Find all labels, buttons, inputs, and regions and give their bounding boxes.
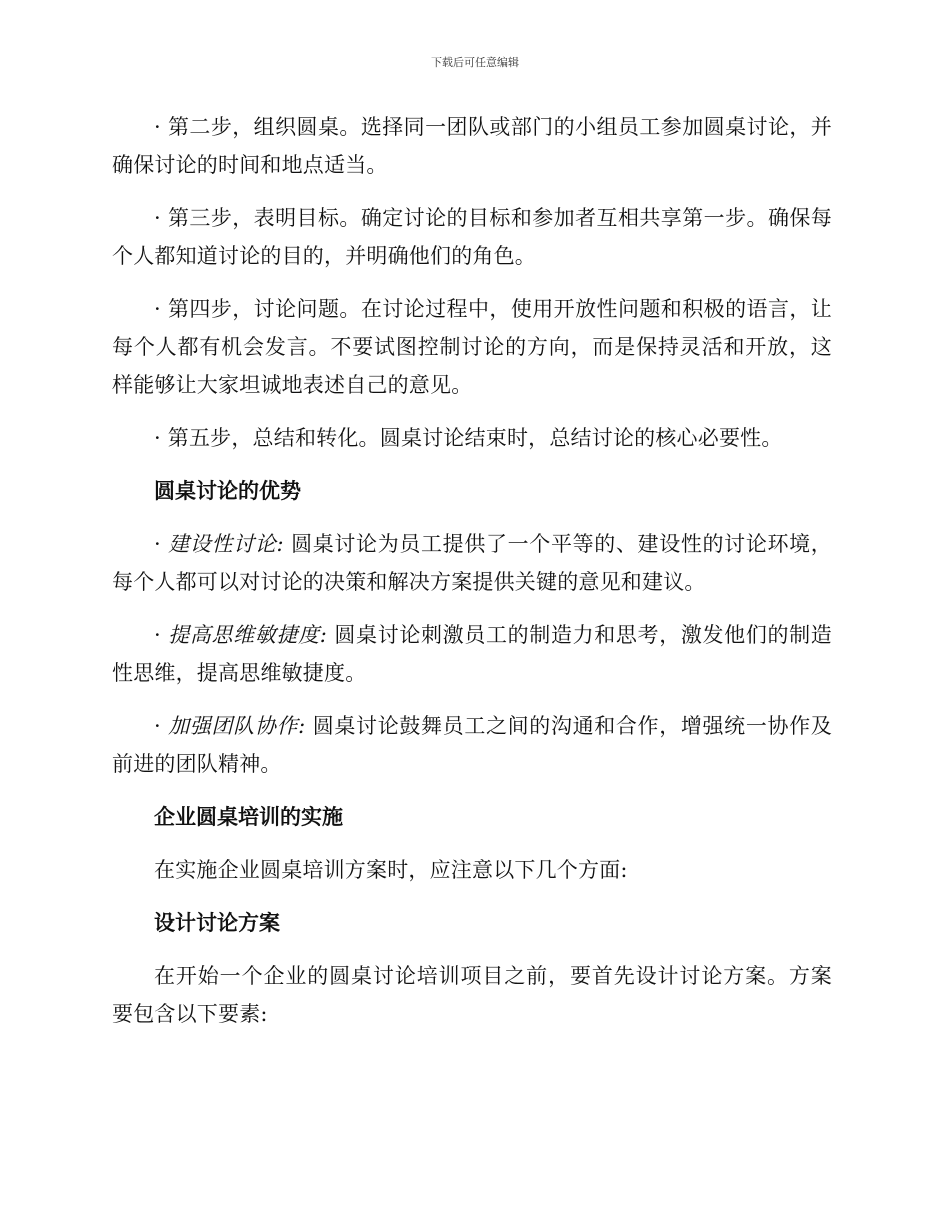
bullet: ·	[154, 623, 169, 647]
page-header: 下载后可任意编辑	[431, 56, 519, 69]
bullet: ·	[154, 714, 169, 738]
advantage-term: 提高思维敏捷度:	[168, 623, 328, 647]
design-heading: 设计讨论方案	[154, 911, 280, 935]
advantage-term: 建设性讨论:	[168, 532, 284, 556]
step-4-paragraph: · 第四步，讨论问题。在讨论过程中，使用开放性问题和积极的语言，让每个人都有机会发言。不要试图控制讨论的方向，而是保持灵活和开放，这样能够让大家坦诚地表述自己的意见。	[112, 297, 832, 397]
advantage-text: 圆桌讨论刺激员工的制造力和思考，激发他们的制造性思维，提高思维敏捷度。	[112, 623, 832, 685]
advantages-heading: 圆桌讨论的优势	[154, 479, 301, 503]
design-paragraph: 在开始一个企业的圆桌讨论培训项目之前，要首先设计讨论方案。方案要包含以下要素:	[112, 964, 832, 1026]
advantage-item	[112, 616, 832, 692]
implementation-intro: 在实施企业圆桌培训方案时，应注意以下几个方面:	[154, 858, 628, 882]
step-5-paragraph: · 第五步，总结和转化。圆桌讨论结束时，总结讨论的核心必要性。	[154, 426, 783, 450]
implementation-heading: 企业圆桌培训的实施	[154, 805, 343, 829]
advantage-term: 加强团队协作:	[168, 714, 306, 738]
advantage-text: 圆桌讨论为员工提供了一个平等的、建设性的讨论环境，每个人都可以对讨论的决策和解决方案提供关键的意见和建议。	[112, 532, 832, 594]
advantage-item	[112, 525, 832, 601]
advantage-text: 圆桌讨论鼓舞员工之间的沟通和合作，增强统一协作及前进的团队精神。	[112, 714, 832, 776]
step-2-paragraph: · 第二步，组织圆桌。选择同一团队或部门的小组员工参加圆桌讨论，并确保讨论的时间和地点适当。	[112, 115, 832, 177]
advantage-item	[112, 707, 832, 783]
bullet: ·	[154, 532, 169, 556]
document-body	[112, 108, 832, 1048]
step-3-paragraph: · 第三步，表明目标。确定讨论的目标和参加者互相共享第一步。确保每个人都知道讨论的目的，并明确他们的角色。	[112, 206, 832, 268]
